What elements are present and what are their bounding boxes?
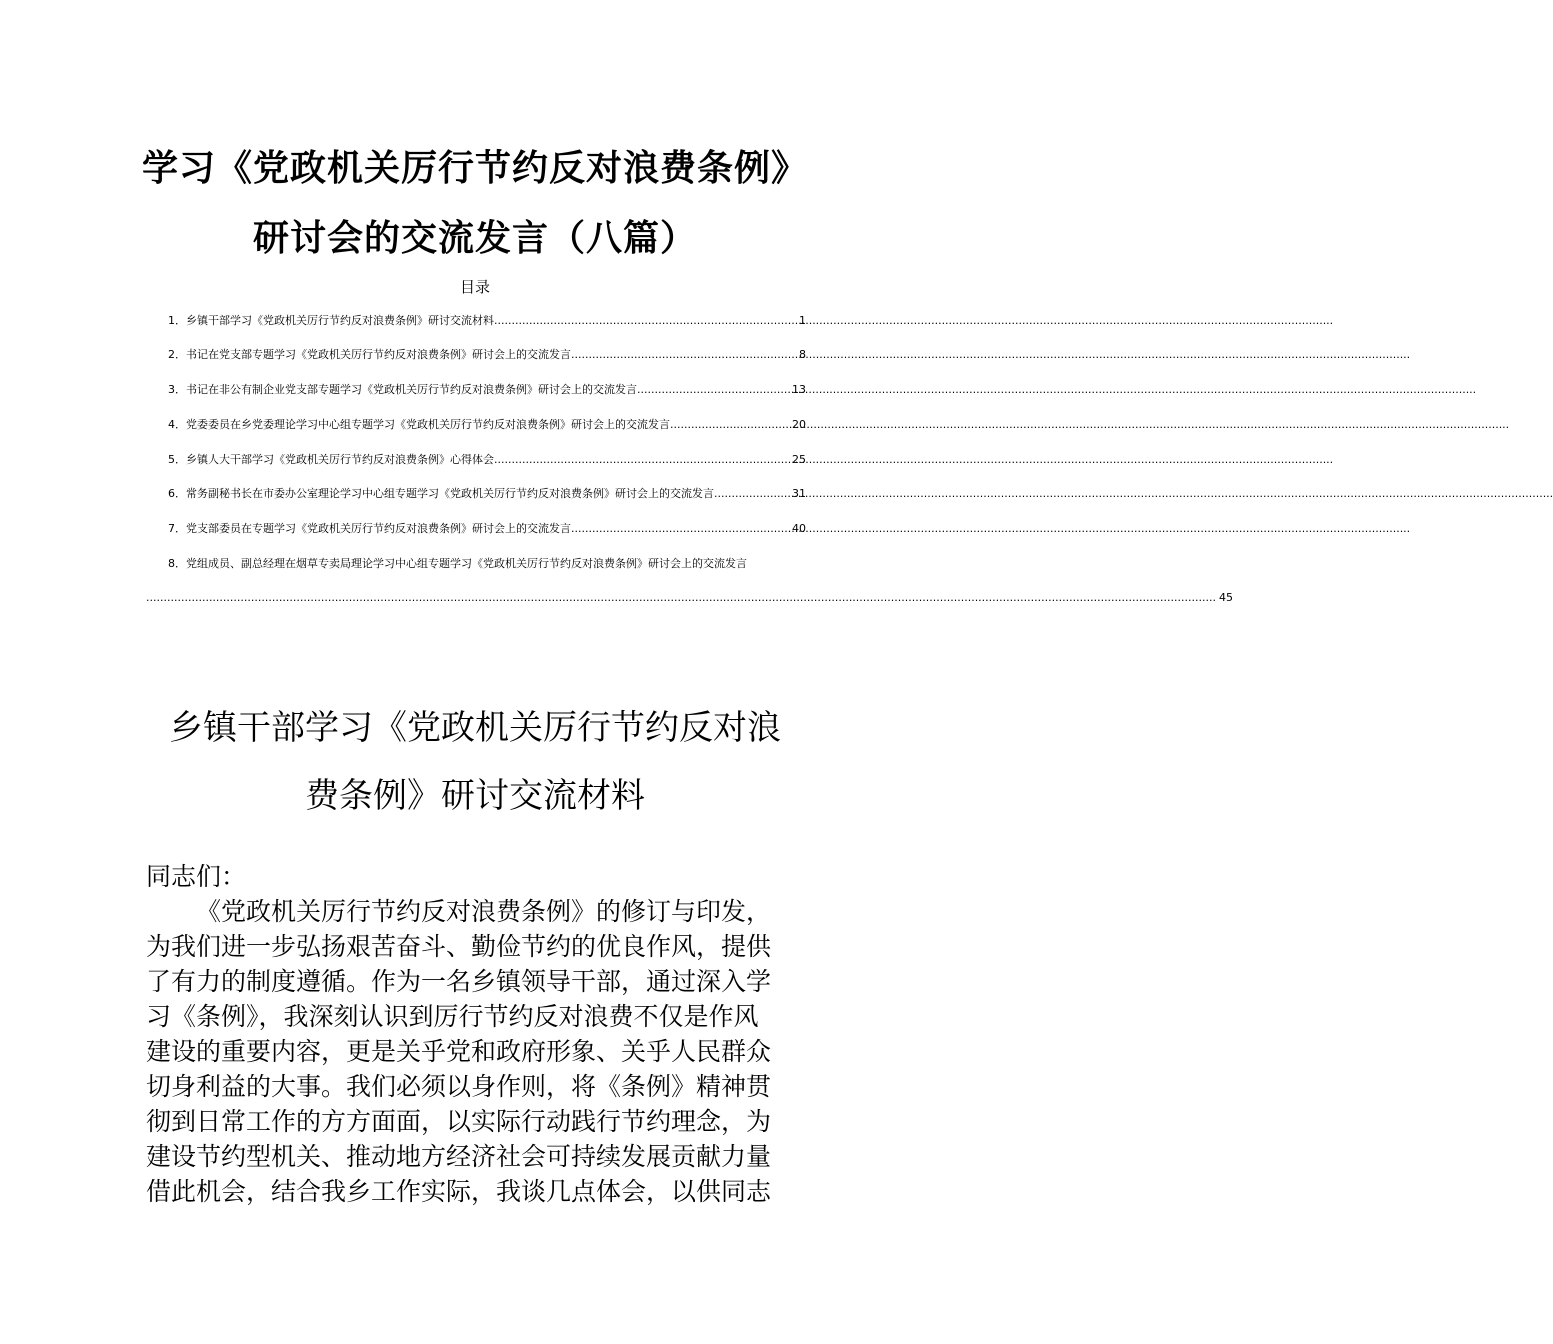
toc-entry-number: 6． xyxy=(168,487,186,500)
toc-entry-text: 乡镇人大干部学习《党政机关厉行节约反对浪费条例》心得体会 xyxy=(186,453,494,466)
toc-entry-number: 2． xyxy=(168,348,186,361)
toc-entry-page: 1 xyxy=(799,314,806,327)
toc-leader-dots xyxy=(146,589,1216,607)
toc-entry-text: 书记在非公有制企业党支部专题学习《党政机关厉行节约反对浪费条例》研讨会上的交流发言 xyxy=(186,383,637,396)
toc-entry-3[interactable] xyxy=(168,381,806,399)
toc-leader-dots xyxy=(571,346,798,364)
salutation: 同志们： xyxy=(146,862,247,891)
paragraph-line: 了有力的制度遵循。作为一名乡镇领导干部，通过深入学 xyxy=(146,967,772,996)
toc-entry-page: 31 xyxy=(792,487,806,500)
main-title-line2: 研讨会的交流发言（八篇） xyxy=(252,218,697,259)
toc-entry-text: 党组成员、副总经理在烟草专卖局理论学习中心组专题学习《党政机关厉行节约反对浪费条例》研讨会上的交流发言 xyxy=(186,557,747,570)
toc-entry-7[interactable] xyxy=(168,520,806,538)
toc-entry-number: 4． xyxy=(168,418,186,431)
toc-entry-6[interactable] xyxy=(168,485,806,503)
section-title-line2: 费条例》研讨交流材料 xyxy=(305,776,645,816)
paragraph-line: 《党政机关厉行节约反对浪费条例》的修订与印发， xyxy=(196,897,772,926)
toc-leader-dots xyxy=(637,381,791,399)
toc-leader-dots xyxy=(714,485,791,503)
toc-entry-number: 8． xyxy=(168,557,186,570)
toc-leader-dots xyxy=(571,520,791,538)
toc-entry-page: 20 xyxy=(792,418,806,431)
toc-entry-page: 45 xyxy=(1218,591,1233,604)
toc-entry-8[interactable] xyxy=(168,555,806,573)
toc-entry-page: 13 xyxy=(792,383,806,396)
toc-entry-8-continuation[interactable] xyxy=(146,589,1233,607)
toc-entry-2[interactable] xyxy=(168,346,806,364)
paragraph-line: 为我们进一步弘扬艰苦奋斗、勤俭节约的优良作风，提供 xyxy=(146,932,772,961)
paragraph-line: 习《条例》，我深刻认识到厉行节约反对浪费不仅是作风 xyxy=(146,1002,759,1031)
toc-entry-number: 3． xyxy=(168,383,186,396)
toc-leader-dots xyxy=(670,416,791,434)
toc-leader-dots xyxy=(494,312,798,330)
toc-leader-dots xyxy=(494,451,791,469)
paragraph-line: 借此机会，结合我乡工作实际，我谈几点体会，以供同志 xyxy=(146,1177,772,1206)
toc-entry-text: 党支部委员在专题学习《党政机关厉行节约反对浪费条例》研讨会上的交流发言 xyxy=(186,522,571,535)
paragraph-line: 建设节约型机关、推动地方经济社会可持续发展贡献力量 xyxy=(146,1142,772,1171)
toc-entry-number: 1． xyxy=(168,314,186,327)
toc-entry-4[interactable] xyxy=(168,416,806,434)
toc-entry-text: 书记在党支部专题学习《党政机关厉行节约反对浪费条例》研讨会上的交流发言 xyxy=(186,348,571,361)
toc-heading: 目录 xyxy=(459,278,490,296)
toc-entry-text: 党委委员在乡党委理论学习中心组专题学习《党政机关厉行节约反对浪费条例》研讨会上的交流发言 xyxy=(186,418,670,431)
toc-entry-number: 5． xyxy=(168,453,186,466)
paragraph-line: 彻到日常工作的方方面面，以实际行动践行节约理念，为 xyxy=(146,1107,772,1136)
toc-entry-page: 8 xyxy=(799,348,806,361)
toc-entry-page: 25 xyxy=(792,453,806,466)
main-title-line1: 学习《党政机关厉行节约反对浪费条例》 xyxy=(141,148,808,189)
paragraph-line: 切身利益的大事。我们必须以身作则，将《条例》精神贯 xyxy=(146,1072,772,1101)
toc-entry-1[interactable] xyxy=(168,312,806,330)
toc-entry-text: 乡镇干部学习《党政机关厉行节约反对浪费条例》研讨交流材料 xyxy=(186,314,494,327)
paragraph-line: 建设的重要内容，更是关乎党和政府形象、关乎人民群众 xyxy=(146,1037,772,1066)
section-title-line1: 乡镇干部学习《党政机关厉行节约反对浪 xyxy=(169,708,781,748)
toc-entry-5[interactable] xyxy=(168,451,806,469)
toc-entry-number: 7． xyxy=(168,522,186,535)
toc-entry-text: 常务副秘书长在市委办公室理论学习中心组专题学习《党政机关厉行节约反对浪费条例》研讨会上的交流发言 xyxy=(186,487,714,500)
toc-entry-page: 40 xyxy=(792,522,806,535)
